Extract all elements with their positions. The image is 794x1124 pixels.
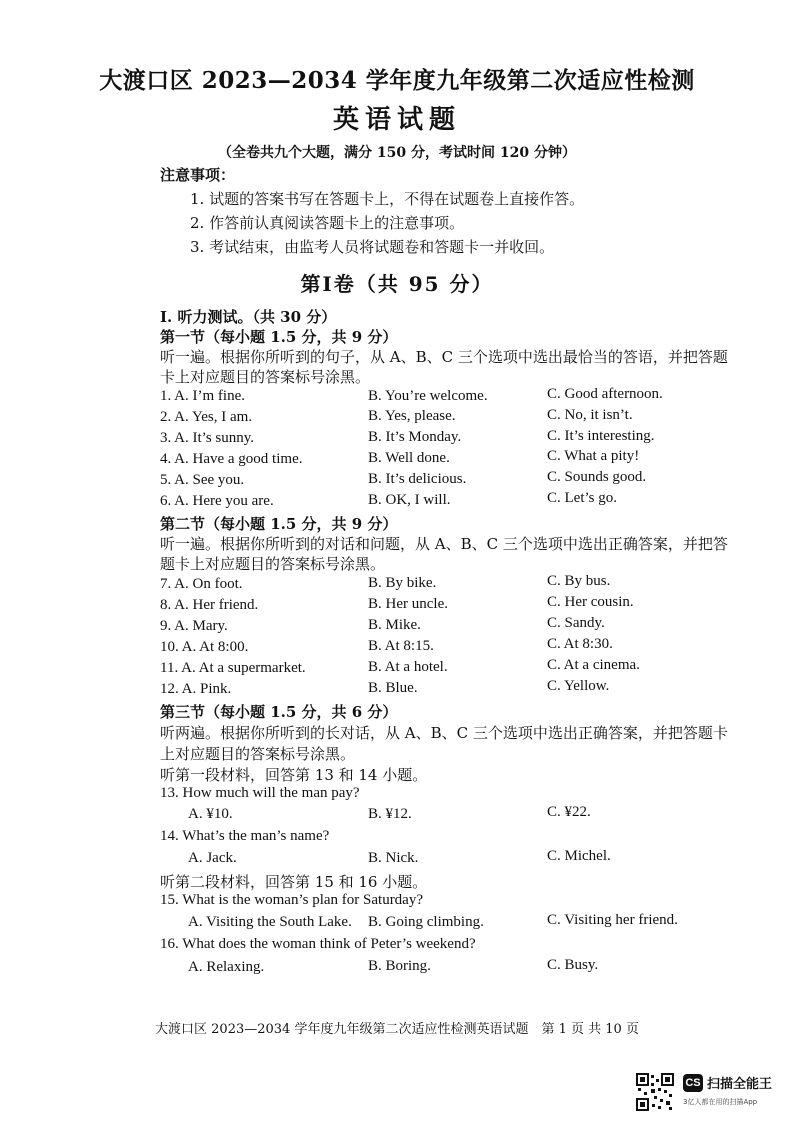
question-16: 16. What does the woman think of Peter’s weekend? (160, 936, 476, 952)
option-b: B. ¥12. (368, 806, 412, 822)
option-a: 2. A. Yes, I am. (160, 409, 253, 425)
section2-heading: 第二节（每小题 1.5 分，共 9 分） (160, 515, 398, 533)
question-14: 14. What’s the man’s name? (160, 828, 330, 844)
section1-heading: 第一节（每小题 1.5 分，共 9 分） (160, 328, 398, 346)
option-b: B. Blue. (368, 680, 418, 696)
option-c: C. What a pity! (547, 448, 640, 464)
option-c: C. Michel. (547, 848, 611, 864)
option-c: C. Her cousin. (547, 594, 634, 610)
option-c: C. Sounds good. (547, 469, 647, 485)
notice-heading: 注意事项： (160, 166, 236, 184)
option-b: B. Nick. (368, 850, 419, 866)
option-b: B. You’re welcome. (368, 388, 488, 404)
question-15: 15. What is the woman’s plan for Saturday? (160, 892, 423, 908)
qr-code-icon (636, 1073, 674, 1111)
page-footer: 大渡口区 2023—2034 学年度九年级第二次适应性检测英语试题 第 1 页 共 10 页 (155, 1022, 639, 1037)
option-a: 10. A. At 8:00. (160, 639, 249, 655)
option-c: C. Busy. (547, 957, 599, 973)
material-intro: 听第二段材料，回答第 15 和 16 小题。 (160, 873, 428, 891)
option-b: B. It’s delicious. (368, 471, 467, 487)
camscanner-logo-icon: CS (683, 1074, 703, 1092)
option-a: A. Relaxing. (188, 959, 265, 975)
section3-instruction: 听两遍。根据你所听到的长对话，从 A、B、C 三个选项中选出正确答案，并把答题卡 (160, 724, 728, 742)
option-a: A. ¥10. (188, 806, 233, 822)
subject-title: 英语试题 (332, 105, 461, 135)
section3-instruction: 上对应题目的答案标号涂黑。 (160, 745, 356, 763)
option-a: 4. A. Have a good time. (160, 451, 303, 467)
part-title: 第Ⅰ卷（共 95 分） (300, 272, 494, 296)
option-c: C. Let’s go. (547, 490, 617, 506)
option-a: 8. A. Her friend. (160, 597, 259, 613)
option-c: C. At a cinema. (547, 657, 640, 673)
option-b: B. Her uncle. (368, 596, 448, 612)
camscanner-name: 扫描全能王 (707, 1077, 773, 1092)
listening-heading: I. 听力测试。（共 30 分） (160, 308, 337, 326)
option-c: C. Good afternoon. (547, 386, 663, 402)
option-c: C. By bus. (547, 573, 611, 589)
option-a: 9. A. Mary. (160, 618, 228, 634)
option-b: B. At 8:15. (368, 638, 434, 654)
option-b: B. At a hotel. (368, 659, 448, 675)
option-b: B. Yes, please. (368, 408, 456, 424)
notice-item: 2. 作答前认真阅读答题卡上的注意事项。 (190, 214, 465, 232)
option-c: C. Yellow. (547, 678, 610, 694)
notice-item: 3. 考试结束，由监考人员将试题卷和答题卡一并收回。 (190, 238, 555, 256)
notice-item: 1. 试题的答案书写在答题卡上，不得在试题卷上直接作答。 (190, 190, 585, 208)
option-a: 12. A. Pink. (160, 681, 232, 697)
option-a: 6. A. Here you are. (160, 493, 274, 509)
option-a: 7. A. On foot. (160, 576, 243, 592)
option-b: B. It’s Monday. (368, 429, 462, 445)
option-c: C. Sandy. (547, 615, 605, 631)
section1-instruction: 卡上对应题目的答案标号涂黑。 (160, 368, 371, 386)
option-b: B. Mike. (368, 617, 421, 633)
section2-instruction: 题卡上对应题目的答案标号涂黑。 (160, 555, 386, 573)
option-a: 5. A. See you. (160, 472, 245, 488)
option-c: C. It’s interesting. (547, 428, 655, 444)
option-a: 11. A. At a supermarket. (160, 660, 306, 676)
option-a: A. Visiting the South Lake. (188, 914, 352, 930)
option-c: C. No, it isn’t. (547, 407, 633, 423)
camscanner-tagline: 3亿人都在用的扫描App (683, 1098, 758, 1106)
question-13: 13. How much will the man pay? (160, 785, 360, 801)
option-a: A. Jack. (188, 850, 237, 866)
option-b: B. Well done. (368, 450, 450, 466)
option-c: C. ¥22. (547, 804, 591, 820)
exam-title: 大渡口区 2023—2034 学年度九年级第二次适应性检测 (99, 67, 695, 94)
option-c: C. At 8:30. (547, 636, 613, 652)
option-c: C. Visiting her friend. (547, 912, 678, 928)
section3-heading: 第三节（每小题 1.5 分，共 6 分） (160, 703, 398, 721)
section1-instruction: 听一遍。根据你所听到的句子，从 A、B、C 三个选项中选出最恰当的答语，并把答题 (160, 348, 728, 366)
section2-instruction: 听一遍。根据你所听到的对话和问题，从 A、B、C 三个选项中选出正确答案，并把答 (160, 535, 728, 553)
exam-meta: （全卷共九个大题，满分 150 分，考试时间 120 分钟） (218, 145, 576, 161)
material-intro: 听第一段材料，回答第 13 和 14 小题。 (160, 766, 428, 784)
option-b: B. Boring. (368, 958, 431, 974)
option-b: B. By bike. (368, 575, 437, 591)
option-b: B. OK, I will. (368, 492, 451, 508)
option-b: B. Going climbing. (368, 914, 484, 930)
option-a: 1. A. I’m fine. (160, 388, 245, 404)
option-a: 3. A. It’s sunny. (160, 430, 255, 446)
